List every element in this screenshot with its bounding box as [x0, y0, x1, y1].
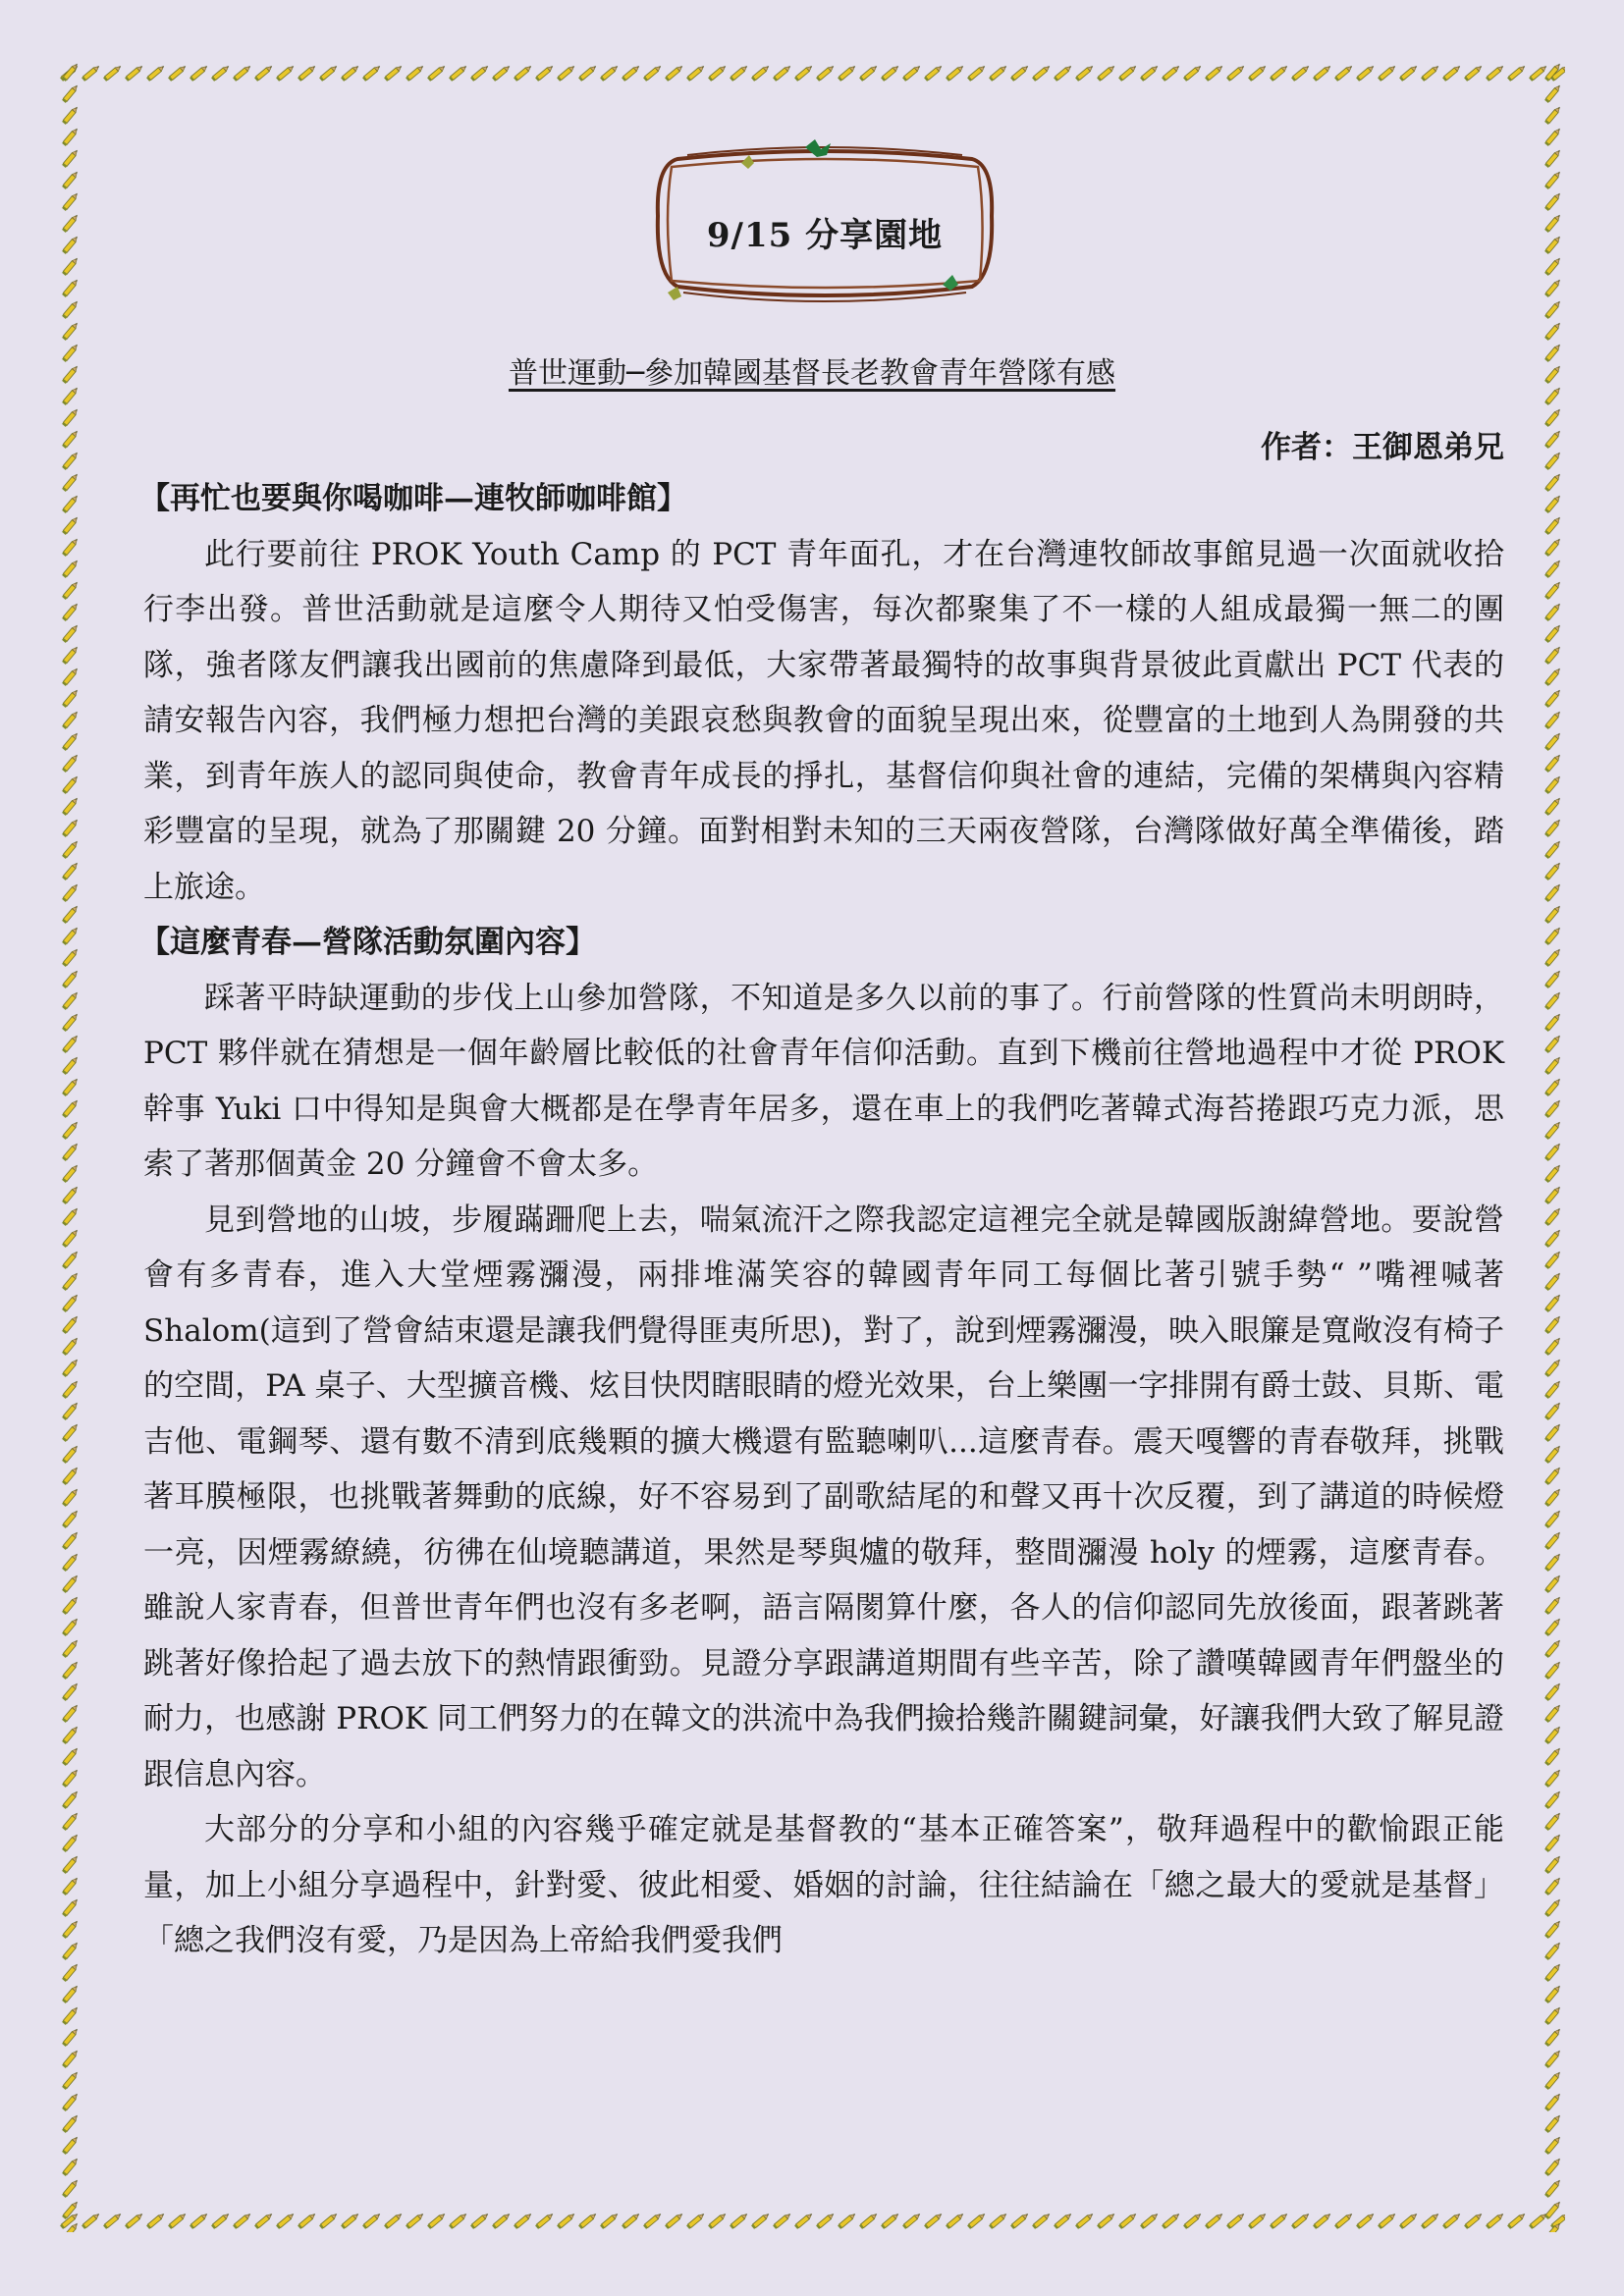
article-body — [139, 471, 1504, 1969]
article-subtitle: 普世運動─參加韓國基督長老教會青年營隊有感 — [508, 356, 1116, 391]
article-author: 作者：王御恩弟兄 — [1261, 430, 1504, 465]
section-heading: 【再忙也要與你喝咖啡—連牧師咖啡館】 — [139, 481, 687, 516]
decorative-pencil-border-bottom — [59, 2209, 1565, 2232]
paragraph: 見到營地的山坡，步履蹣跚爬上去，喘氣流汗之際我認定這裡完全就是韓國版謝緯營地。要說營會有多青春，進入大堂煙霧瀰漫，兩排堆滿笑容的韓國青年同工每個比著引號手勢“ ”嘴裡喊著 Shalom(這到了營會結束還是讓我們覺得匪夷所思)，對了，說到煙霧瀰漫，映入眼簾是寬敞沒有椅子的空間，PA 桌子、大型擴音機、炫目快閃瞎眼睛的燈光效果，台上樂團一字排開有爵士鼓、貝斯、電吉他、電鋼琴、還有數不清到底幾顆的擴大機還有監聽喇叭...這麼青春。震天嘎響的青春敬拜，挑戰著耳膜極限，也挑戰著舞動的底線，好不容易到了副歌結尾的和聲又再十次反覆，到了講道的時候燈一亮，因煙霧繚繞，彷彿在仙境聽講道，果然是琴與爐的敬拜，整間瀰漫 holy 的煙霧，這麼青春。雖說人家青春，但普世青年們也沒有多老啊，語言隔閡算什麼，各人的信仰認同先放後面，跟著跳著跳著好像拾起了過去放下的熱情跟衝勁。見證分享跟講道期間有些辛苦，除了讚嘆韓國青年們盤坐的耐力，也感謝 PROK 同工們努力的在韓文的洪流中為我們撿拾幾許關鍵詞彙，好讓我們大致了解見證跟信息內容。 — [143, 1201, 1504, 1792]
decorative-pencil-border-top — [59, 61, 1565, 84]
paragraph: 踩著平時缺運動的步伐上山參加營隊，不知道是多久以前的事了。行前營隊的性質尚未明朗時，PCT 夥伴就在猜想是一個年齡層比較低的社會青年信仰活動。直到下機前往營地過程中才從 PROK 幹事 Yuki 口中得知是與會大概都是在學青年居多，還在車上的我們吃著韓式海苔捲跟巧克力派，思索了著那個黃金 20 分鐘會不會太多。 — [143, 980, 1504, 1182]
paragraph: 此行要前往 PROK Youth Camp 的 PCT 青年面孔，才在台灣連牧師故事館見過一次面就收拾行李出發。普世活動就是這麼令人期待又怕受傷害，每次都聚集了不一樣的人組成最獨一無二的團隊，強者隊友們讓我出國前的焦慮降到最低，大家帶著最獨特的故事與背景彼此貢獻出 PCT 代表的請安報告內容，我們極力想把台灣的美跟哀愁與教會的面貌呈現出來，從豐富的土地到人為開發的共業，到青年族人的認同與使命，教會青年成長的掙扎，基督信仰與社會的連結，完備的架構與內容精彩豐富的呈現，就為了那關鍵 20 分鐘。面對相對未知的三天兩夜營隊，台灣隊做好萬全準備後，踏上旅途。 — [143, 536, 1504, 905]
section-heading: 【這麼青春—營隊活動氛圍內容】 — [139, 925, 596, 960]
page-title: 9/15 分享園地 — [706, 216, 944, 255]
paragraph: 大部分的分享和小組的內容幾乎確定就是基督教的“基本正確答案”，敬拜過程中的歡愉跟正能量，加上小組分享過程中，針對愛、彼此相愛、婚姻的討論，往往結論在「總之最大的愛就是基督」「總之我們沒有愛，乃是因為上帝給我們愛我們 — [143, 1812, 1504, 1958]
